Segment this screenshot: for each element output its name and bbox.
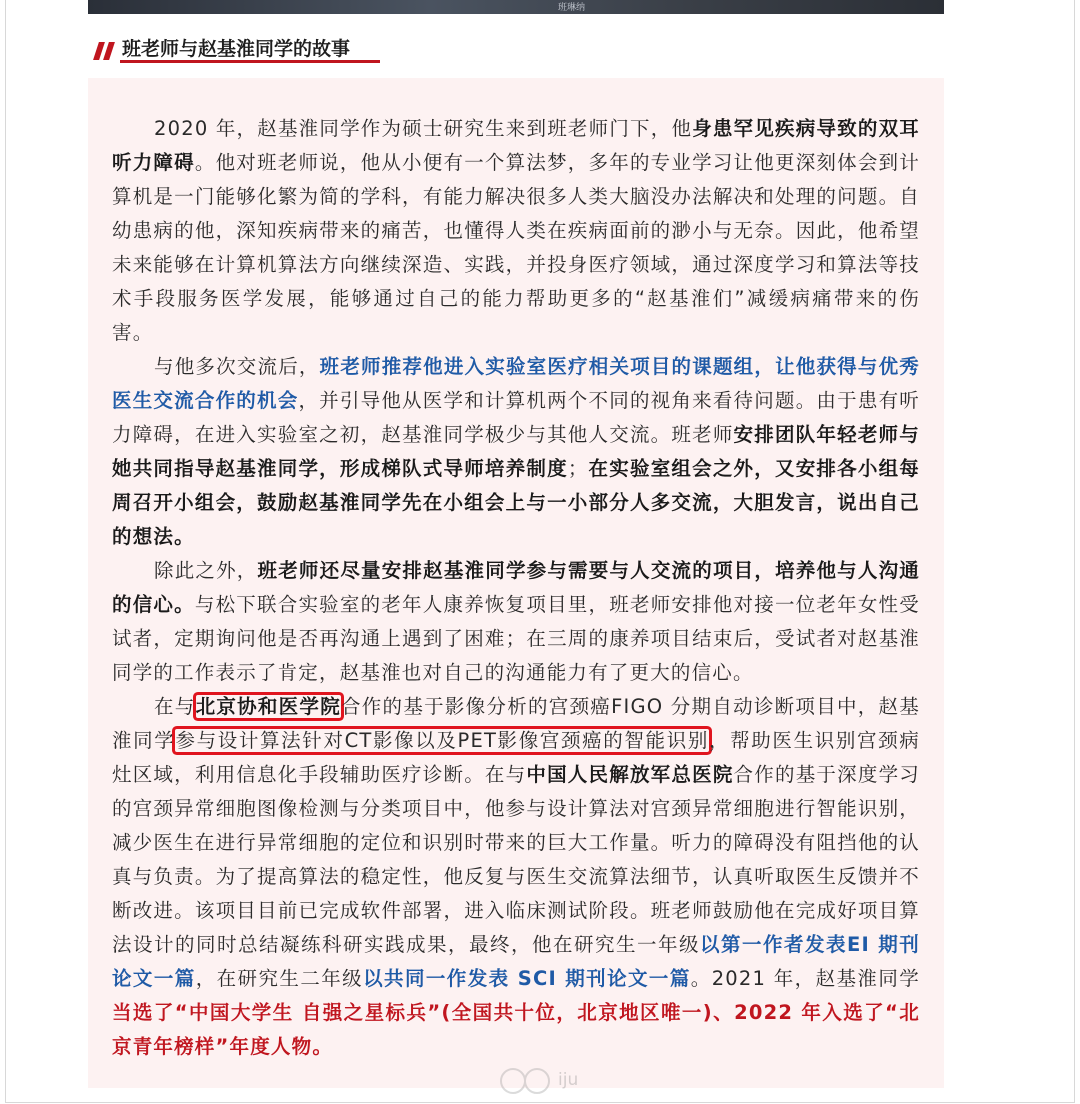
text-run: 安排团队年轻老师与她共同指导赵基淮同学，形成梯队式导师培养制度: [112, 423, 920, 480]
text-run: 与松下联合实验室的老年人康养恢复项目里，班老师安排他对接一位老年女性受试者，定期询问他是否再沟通上遇到了困难；在三周的康养项目结束后，受试者对赵基淮同学的工作表示了肯定，赵基淮也对自己的沟通能力有了更大的信心。: [112, 593, 920, 684]
text-run: 2020 年，赵基淮同学作为硕士研究生来到班老师门下，他: [154, 117, 693, 140]
slash-mark-icon: [94, 42, 116, 60]
title-underline: [120, 60, 380, 63]
text-run: ，帮助医生识别宫颈病灶区域，利用信息化手段辅助医疗诊断。在与: [112, 729, 920, 786]
text-run: 以共同一作发表 SCI 期刊论文一篇: [363, 967, 691, 990]
text-run: ，并引导他从医学和计算机两个不同的视角来看待问题。由于患有听力障碍，在进入实验室之初，赵基淮同学极少与其他人交流。班老师: [112, 389, 920, 446]
text-run: 与他多次交流后，: [154, 355, 320, 378]
paragraph-communication: [112, 554, 920, 690]
text-run: 除此之外，: [154, 559, 258, 582]
watermark-text: iju: [558, 1070, 579, 1090]
paragraph-mentoring: [112, 350, 920, 554]
text-run: 在与: [154, 695, 196, 718]
text-run: 。他对班老师说，他从小便有一个算法梦，多年的专业学习让他更深刻体会到计算机是一门能够化繁为简的学科，有能力解决很多人类大脑没办法解决和处理的问题。自幼患病的他，深知疾病带来的痛苦，也懂得人类在疾病面前的渺小与无奈。因此，他希望未来能够在计算机算法方向继续深造、实践，并投身医疗领域，通过深度学习和算法等技术手段服务医学发展，能够通过自己的能力帮助更多的“赵基淮们”减缓病痛带来的伤害。: [112, 151, 920, 344]
paragraph-research: [112, 690, 920, 1064]
text-run: 以第一作者发表EI 期刊论文一篇: [112, 933, 921, 990]
text-run: ，在研究生二年级: [195, 967, 364, 990]
text-run: 中国人民解放军总医院: [526, 763, 734, 786]
paragraph-intro: [112, 112, 920, 350]
text-run: ；: [567, 457, 589, 480]
text-run: 在实验室组会之外，又安排各小组每周召开小组会，鼓励赵基淮同学先在小组会上与一小部分人多交流，大胆发言，说出自己的想法。: [112, 457, 921, 548]
photo-caption: 班琳纳: [558, 3, 586, 13]
text-run: 班老师还尽量安排赵基淮同学参与需要与人交流的项目，培养他与人沟通的信心。: [112, 559, 920, 616]
text-run: 。2021 年，赵基淮同学: [690, 967, 920, 990]
text-run: 身患罕见疾病导致的双耳听力障碍: [112, 117, 920, 174]
article-body: [112, 112, 920, 1064]
top-photo: [88, 0, 944, 14]
text-run: 合作的基于深度学习的宫颈异常细胞图像检测与分类项目中，他参与设计算法对宫颈异常细胞进行智能识别，减少医生在进行异常细胞的定位和识别时带来的巨大工作量。听力的障碍没有阻挡他的认真与负责。为了提高算法的稳定性，他反复与医生交流算法细节，认真听取医生反馈并不断改进。该项目目前已完成软件部署，进入临床测试阶段。班老师鼓励他在完成好项目算法设计的同时总结凝练科研实践成果，最终，他在研究生一年级: [112, 763, 920, 956]
text-run: 当选了“中国大学生 自强之星标兵”(全国共十位，北京地区唯一)、2022 年入选了“北京青年榜样”年度人物。: [112, 1001, 920, 1058]
section-title: 班老师与赵基淮同学的故事: [122, 38, 351, 60]
text-run: 参与设计算法针对CT影像以及PET影像宫颈癌的智能识别: [175, 729, 709, 752]
text-run: 北京协和医学院: [195, 695, 341, 718]
text-run: 班老师推荐他进入实验室医疗相关项目的课题组，让他获得与优秀医生交流合作的机会: [112, 355, 920, 412]
text-run: 合作的基于影像分析的宫颈癌FIGO 分期自动诊断项目中，赵基淮同学: [112, 695, 920, 752]
weibo-watermark-icon: [498, 1062, 618, 1096]
